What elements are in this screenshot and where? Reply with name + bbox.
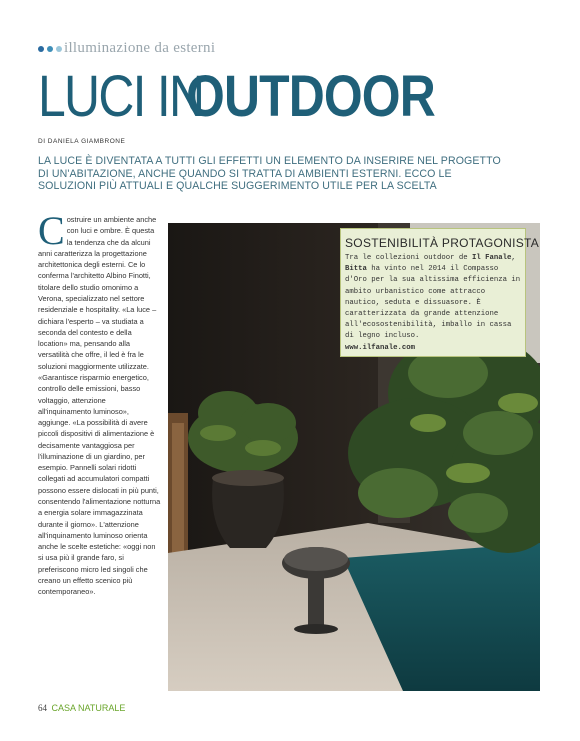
lead-paragraph: LA LUCE È DIVENTATA A TUTTI GLI EFFETTI UN ELEMENTO DA INSERIRE NEL PROGETTO DI UN'ABITAZIONE, ANCHE QUANDO SI TRATTA DI AMBIENTI ESTERNI. ECCO LE SOLUZIONI PIÙ ATTUALI E QUALCHE SUGGERIMENTO UTILE PER LA SCELTA [38, 155, 501, 193]
page-number: 64 [38, 703, 47, 713]
sidebar-brand: Il Fanale [472, 254, 512, 262]
magazine-name: CASA NATURALE [51, 703, 126, 713]
sidebar-text [345, 253, 523, 354]
article-body [38, 208, 161, 598]
dot-3 [56, 46, 62, 52]
article-text: ostruire un ambiente anche con luci e ombre. È questa la tendenza che da alcuni anni caratterizza la progettazione architettonica degli esterni. Ce lo conferma l'architetto Albino Finotti, titolare dello studio omonimo a Verona, specializzato nel settore residenziale e hospitality. «La luce – dichiara l'esperto – va studiata a seconda del contesto e della location» ma, pensando alla versatilità che offre, il led è fra le soluzioni maggiormente utilizzate. «Garantisce risparmio energetico, controllo delle emissioni, basso voltaggio, attenzione all'inquinamento luminoso», aggiunge. «La possibilità di avere piccoli dispositivi di alimentazione è decisamente vantaggiosa per l'illuminazione di un giardino, per esempio. Pannelli solari ridotti collegati ad accumulatori compatti possono essere dislocati in più punti, consentendo l'alimentazione notturna a energia solare immagazzinata durante il giorno». L'attenzione all'inquinamento luminoso orienta anche le scelte estetiche: «oggi non si usa più il grande faro, si preferiscono micro led singoli che creano un effetto scenico più contemporaneo». [38, 215, 161, 597]
page-folio [38, 703, 125, 713]
section-dots [38, 46, 62, 52]
sidebar-text-1: Tra le collezioni outdoor de [345, 254, 472, 262]
title-bold: OUTDOOR [186, 64, 435, 129]
drop-cap: C [38, 208, 65, 253]
byline: DI DANIELA GIAMBRONE [38, 138, 126, 145]
title-light: LUCI IN [38, 64, 204, 129]
sidebar-url[interactable]: www.ilfanale.com [345, 343, 416, 352]
page-title [38, 64, 435, 129]
sidebar-text-2: , [511, 254, 516, 262]
dot-2 [47, 46, 53, 52]
section-label: illuminazione da esterni [64, 40, 216, 56]
dot-1 [38, 46, 44, 52]
sidebar-text-3: ha vinto nel 2014 il Compasso d'Oro per la sua altissima efficienza in ambito urbanistico come attracco nautico, seduta e dissuasore. È caratterizzata da grande attenzione all'ecosostenibilità, imballo in cassa di legno incluso. [345, 265, 521, 341]
sidebar-product: Bitta [345, 265, 367, 274]
sidebar-title: SOSTENIBILITÀ PROTAGONISTA [345, 236, 540, 250]
